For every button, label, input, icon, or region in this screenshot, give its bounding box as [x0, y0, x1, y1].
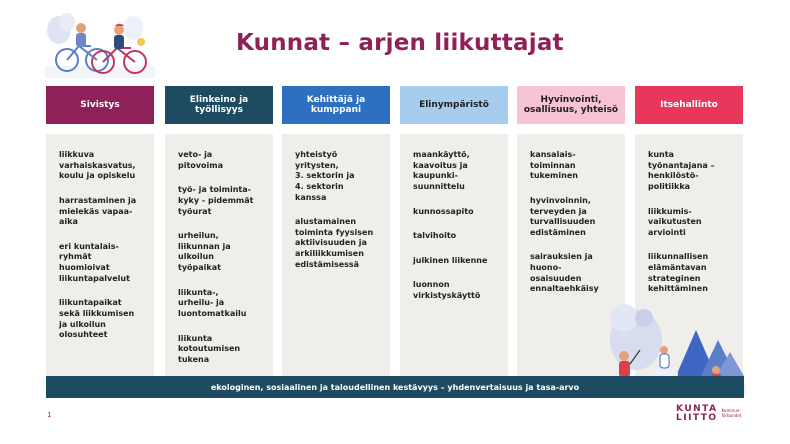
list-item: alustamainen toiminta fyysisen aktiivisuuden ja arkiliikkumisen edistämisessä	[295, 217, 374, 269]
list-item: luonnon virkistyskäyttö	[413, 280, 481, 300]
kuntaliitto-logo	[676, 405, 741, 422]
column-elinkeino	[165, 86, 273, 378]
page-title: Kunnat – arjen liikuttajat	[236, 30, 564, 56]
column-sivistys	[46, 86, 154, 378]
page-number: 1	[47, 411, 52, 419]
sustainability-banner: ekologinen, sosiaalinen ja taloudellinen kestävyys – yhdenvertaisuus ja tasa-arvo	[46, 376, 744, 398]
column-body	[400, 134, 508, 378]
list-item: maankäyttö, kaavoitus ja kaupunki- suunnittelu	[413, 150, 470, 191]
column-header: Sivistys	[46, 86, 154, 124]
list-item: liikunta kotoutumisen tukena	[178, 333, 241, 364]
list-item: liikuntapaikat sekä liikkumisen ja ulkoilun olosuhteet	[59, 298, 135, 340]
list-item: veto- ja pitovoima	[178, 150, 223, 170]
list-item: kunta työnantajana – henkilöstö- politiikka	[648, 150, 715, 191]
column-elinymparisto	[400, 86, 508, 378]
list-item: liikkumis- vaikutusten arviointi	[648, 206, 702, 237]
list-item: liikkuva varhaiskasvatus, koulu ja opiskelu	[59, 150, 136, 181]
list-item: kansalais- toiminnan tukeminen	[530, 150, 578, 181]
list-item: hyvinvoinnin, terveyden ja turvallisuuden edistäminen	[530, 195, 596, 237]
column-header: Hyvinvointi, osallisuus, yhteisö	[517, 86, 625, 124]
logo-wordmark: KUNTA LIITTO	[676, 404, 718, 423]
column-header: Kehittäjä ja kumppani	[282, 86, 390, 124]
column-body	[165, 134, 273, 378]
list-item: liikunnallisen elämäntavan strateginen kehittäminen	[648, 252, 709, 294]
cyclists-illustration	[45, 8, 155, 78]
list-item: kunnossapito	[413, 206, 474, 216]
list-item: urheilun, liikunnan ja ulkoilun työpaikat	[178, 231, 231, 272]
logo-subtitle: Kommun- förbundet	[721, 407, 742, 418]
list-item: talvihoito	[413, 231, 457, 241]
list-item: sairauksien ja huono- osaisuuden ennaltaehkäisy	[530, 252, 599, 294]
list-item: liikunta-, urheilu- ja luontomatkailu	[178, 287, 247, 318]
column-kehittaja	[282, 86, 390, 378]
column-header: Elinkeino ja työllisyys	[165, 86, 273, 124]
list-item: työ- ja toiminta- kyky - pidemmät työurat	[178, 185, 254, 216]
list-item: yhteistyö yritysten, 3. sektorin ja 4. sektorin kanssa	[295, 150, 355, 202]
list-item: eri kuntalais- ryhmät huomioivat liikuntapalvelut	[59, 241, 130, 283]
column-body	[46, 134, 154, 378]
list-item: julkinen liikenne	[413, 255, 488, 265]
list-item: harrastaminen ja mielekäs vapaa- aika	[59, 195, 137, 227]
column-header: Itsehallinto	[635, 86, 743, 124]
column-header: Elinympäristö	[400, 86, 508, 124]
column-body	[282, 134, 390, 378]
